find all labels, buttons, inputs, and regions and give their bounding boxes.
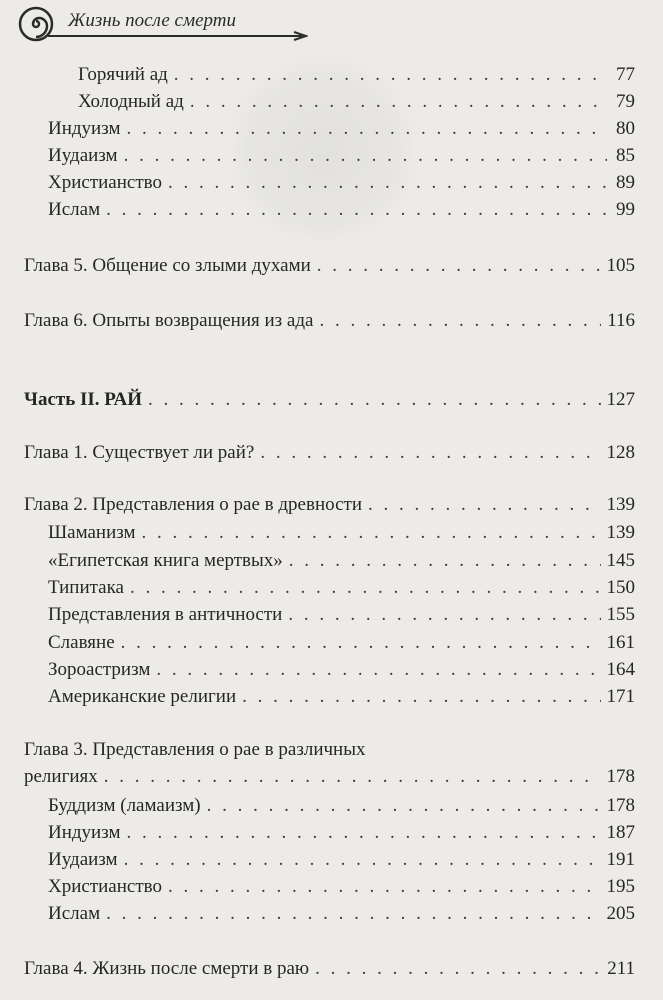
toc-leader-dots <box>130 575 601 601</box>
toc-chapter <box>24 956 635 982</box>
toc-page-number: 195 <box>606 876 635 897</box>
toc-page-number: 80 <box>616 118 635 139</box>
toc-entry <box>48 630 635 656</box>
toc-leader-dots <box>368 492 600 518</box>
toc-entry-title: Холодный ад <box>78 91 184 112</box>
toc-page-number: 150 <box>606 577 635 598</box>
toc-entry-title: Горячий ад <box>78 64 168 85</box>
toc-page-number: 85 <box>616 145 635 166</box>
toc-entry-title: Индуизм <box>48 822 121 843</box>
toc-page-number: 211 <box>607 958 635 979</box>
toc-entry-title: Глава 2. Представления о рае в древности <box>24 494 363 515</box>
toc-entry-title: Индуизм <box>48 118 121 139</box>
toc-entry-title: Шаманизм <box>48 522 136 543</box>
toc-entry-title: Славяне <box>48 632 115 653</box>
toc-entry-title: Буддизм (ламаизм) <box>48 795 201 816</box>
toc-entry <box>78 89 635 115</box>
toc-entry-title: Иудаизм <box>48 145 118 166</box>
toc-page-number: 164 <box>606 659 635 680</box>
toc-page-number: 99 <box>616 199 635 220</box>
toc-entry-title: Иудаизм <box>48 849 118 870</box>
toc-chapter <box>24 764 635 790</box>
toc-chapter <box>24 253 635 279</box>
toc-entry-title: Часть II. РАЙ <box>24 389 142 410</box>
toc-leader-dots <box>242 684 600 710</box>
toc-entry <box>48 793 635 819</box>
toc-entry <box>48 116 635 142</box>
toc-chapter <box>24 308 635 334</box>
toc-entry <box>48 684 635 710</box>
toc-leader-dots <box>315 956 601 982</box>
toc-page-number: 127 <box>606 389 635 410</box>
toc-leader-dots <box>106 197 607 223</box>
toc-leader-dots <box>156 657 600 683</box>
toc-entry-title: Ислам <box>48 903 101 924</box>
toc-leader-dots <box>124 143 607 169</box>
running-header <box>18 4 308 44</box>
toc-chapter-title-first-line: Глава 3. Представления о рае в различных <box>24 739 366 760</box>
toc-page-number: 145 <box>606 550 635 571</box>
toc-leader-dots <box>126 116 607 142</box>
toc-entry <box>78 62 635 88</box>
toc-page-number: 178 <box>606 766 635 787</box>
toc-leader-dots <box>260 440 600 466</box>
toc-entry <box>48 847 635 873</box>
toc-entry <box>48 197 635 223</box>
toc-page-number: 139 <box>606 494 635 515</box>
toc-entry <box>48 143 635 169</box>
toc-leader-dots <box>207 793 601 819</box>
toc-entry <box>48 548 635 574</box>
toc-part <box>24 387 635 413</box>
toc-leader-dots <box>190 89 607 115</box>
toc-leader-dots <box>317 253 601 279</box>
toc-entry <box>48 901 635 927</box>
toc-page-number: 178 <box>606 795 635 816</box>
toc-leader-dots <box>168 874 601 900</box>
toc-entry-title: Зороастризм <box>48 659 151 680</box>
toc-leader-dots <box>319 308 601 334</box>
toc-entry <box>48 874 635 900</box>
toc-leader-dots <box>106 901 600 927</box>
toc-entry-title: Христианство <box>48 876 162 897</box>
toc-entry-title: Американские религии <box>48 686 237 707</box>
toc-page-number: 116 <box>607 310 635 331</box>
toc-entry-title: Глава 1. Существует ли рай? <box>24 442 255 463</box>
toc-page-number: 205 <box>606 903 635 924</box>
header-title: Жизнь после смерти <box>68 10 236 31</box>
toc-entry-title: Христианство <box>48 172 162 193</box>
toc-page-number: 89 <box>616 172 635 193</box>
toc-page-number: 79 <box>616 91 635 112</box>
toc-leader-dots <box>168 170 607 196</box>
toc-entry-title: Представления в античности <box>48 604 283 625</box>
toc-leader-dots <box>288 602 600 628</box>
toc-entry-title: «Египетская книга мертвых» <box>48 550 283 571</box>
toc-leader-dots <box>148 387 601 413</box>
toc-entry <box>48 602 635 628</box>
toc-leader-dots <box>124 847 601 873</box>
toc-entry-title: Ислам <box>48 199 101 220</box>
toc-entry-title: Глава 5. Общение со злыми духами <box>24 255 311 276</box>
toc-entry <box>48 170 635 196</box>
toc-entry <box>48 575 635 601</box>
toc-chapter <box>24 492 635 518</box>
toc-entry-title: Глава 6. Опыты возвращения из ада <box>24 310 314 331</box>
toc-entry <box>48 657 635 683</box>
toc-page-number: 171 <box>606 686 635 707</box>
toc-entry-title: религиях <box>24 766 98 787</box>
toc-page-number: 77 <box>616 64 635 85</box>
toc-leader-dots <box>142 520 601 546</box>
toc-entry <box>48 820 635 846</box>
toc-page-number: 105 <box>606 255 635 276</box>
toc-page-number: 161 <box>606 632 635 653</box>
toc-page-number: 139 <box>606 522 635 543</box>
toc-leader-dots <box>174 62 607 88</box>
toc-leader-dots <box>289 548 601 574</box>
toc-page-number: 128 <box>606 442 635 463</box>
toc-page-number: 187 <box>606 822 635 843</box>
toc-entry-title: Типитака <box>48 577 124 598</box>
toc-page-number: 191 <box>606 849 635 870</box>
header-rule <box>48 31 308 41</box>
toc-entry-title: Глава 4. Жизнь после смерти в раю <box>24 958 310 979</box>
toc-leader-dots <box>126 820 600 846</box>
toc-chapter <box>24 440 635 466</box>
toc-page-number: 155 <box>606 604 635 625</box>
toc-leader-dots <box>104 764 601 790</box>
toc-entry <box>48 520 635 546</box>
toc-leader-dots <box>121 630 601 656</box>
